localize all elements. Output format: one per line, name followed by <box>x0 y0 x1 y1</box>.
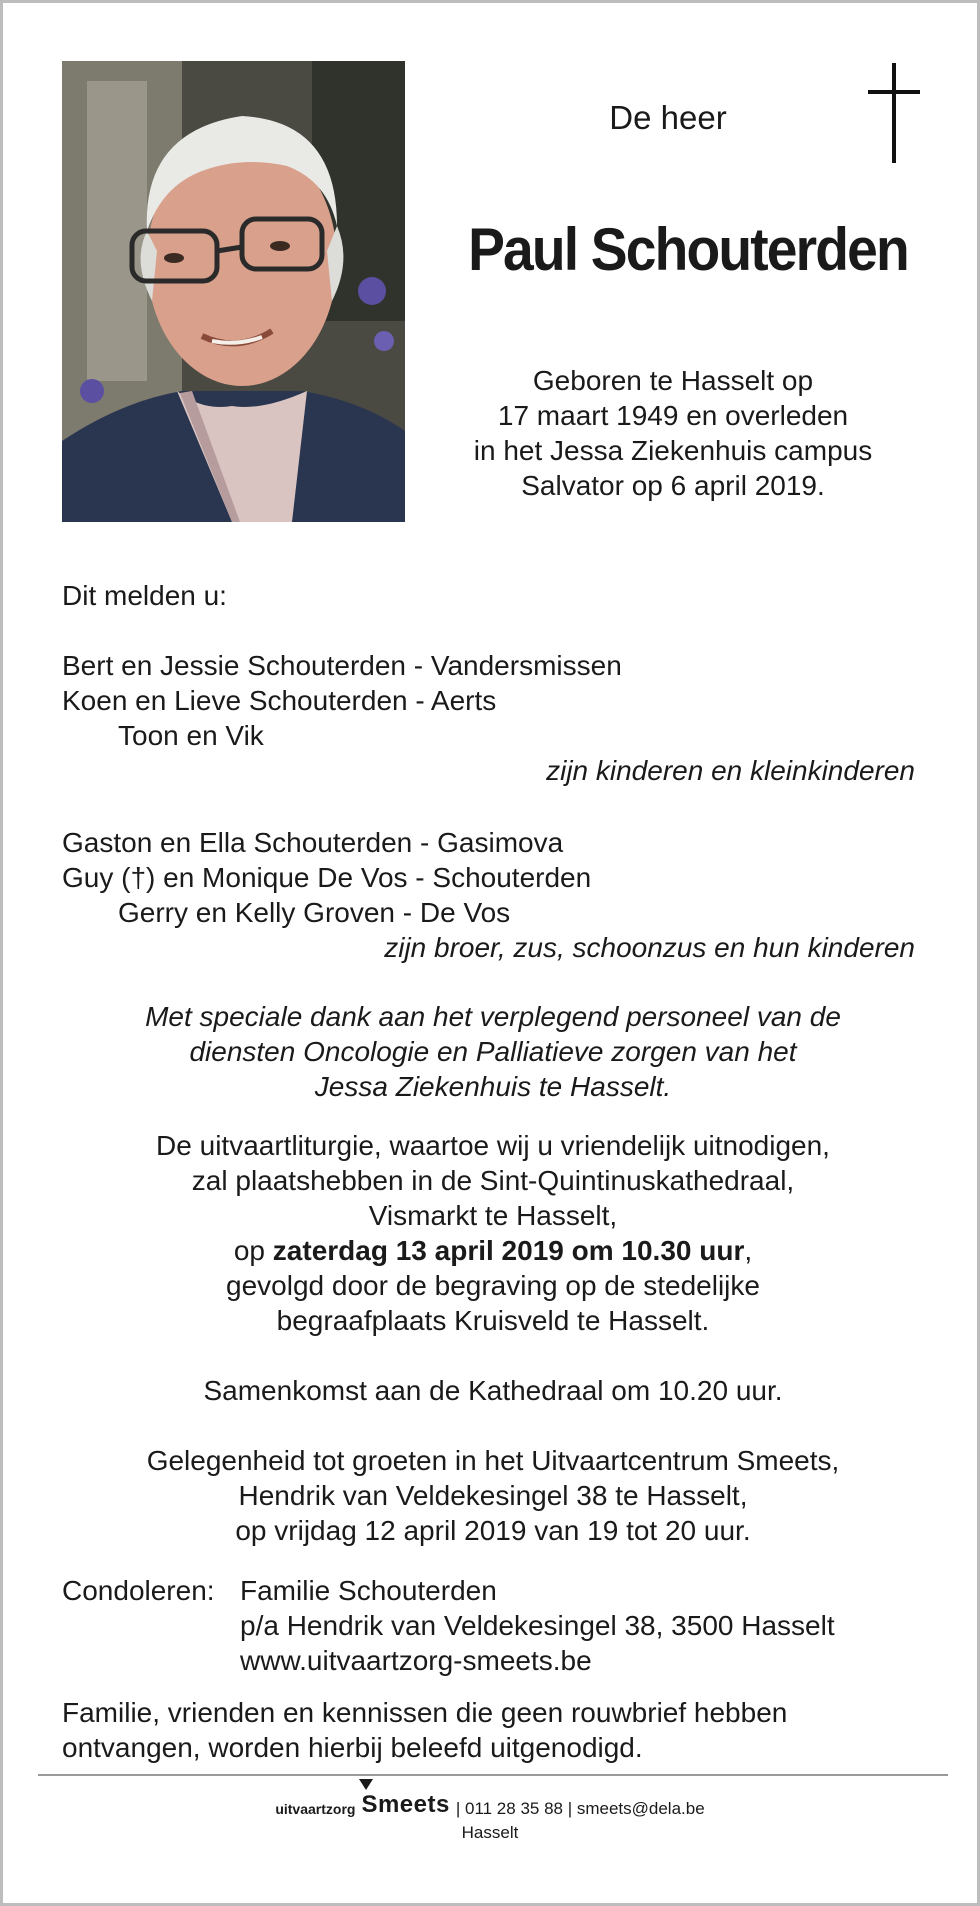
funeral-date-suffix: , <box>744 1235 753 1266</box>
funeral-line: Vismarkt te Hasselt, <box>368 1200 618 1231</box>
condolences-address <box>240 1573 835 1678</box>
intro-text: Dit melden u: <box>62 580 227 611</box>
invite-line: ontvangen, worden hierbij beleefd uitgenodigd. <box>62 1732 643 1763</box>
family-line: Koen en Lieve Schouterden - Aerts <box>62 685 497 716</box>
family-line: Guy (†) en Monique De Vos - Schouterden <box>62 862 592 893</box>
birth-line: 17 maart 1949 en overleden <box>497 400 849 431</box>
brand-small-text: uitvaartzorg <box>275 1801 356 1817</box>
birth-line: Geboren te Hasselt op <box>532 365 814 396</box>
footer-divider <box>38 1774 948 1776</box>
funeral-line: zal plaatshebben in de Sint-Quintinuskathedraal, <box>191 1165 795 1196</box>
visitation-info <box>43 1443 943 1548</box>
invitation-note <box>62 1695 787 1765</box>
thanks-line: Met speciale dank aan het verplegend personeel van de <box>145 1001 841 1032</box>
funeral-line: De uitvaartliturgie, waartoe wij u vriendelijk uitnodigen, <box>156 1130 830 1161</box>
family-line: Bert en Jessie Schouterden - Vandersmissen <box>62 650 622 681</box>
latin-cross-icon <box>865 63 923 163</box>
visit-line: Hendrik van Veldekesingel 38 te Hasselt, <box>238 1480 748 1511</box>
footer-contact-line <box>275 1791 704 1819</box>
portrait-photo <box>62 61 405 522</box>
birth-death-info <box>443 363 903 503</box>
meeting-info: Samenkomst aan de Kathedraal om 10.20 uur. <box>203 1375 783 1406</box>
visit-line: op vrijdag 12 april 2019 van 19 tot 20 uur. <box>235 1515 751 1546</box>
family-role-siblings: zijn broer, zus, schoonzus en hun kinderen <box>384 932 915 963</box>
family-role-children: zijn kinderen en kleinkinderen <box>546 755 915 786</box>
thanks-note <box>43 999 943 1104</box>
brand-name: Smeets <box>361 1791 450 1818</box>
condolences-label: Condoleren: <box>62 1575 215 1606</box>
family-group-siblings <box>62 825 591 930</box>
family-line-indented: Toon en Vik <box>118 720 264 751</box>
brand-logo <box>361 1791 449 1819</box>
birth-line: Salvator op 6 april 2019. <box>521 470 825 501</box>
condolence-line: p/a Hendrik van Veldekesingel 38, 3500 Hasselt <box>240 1610 835 1641</box>
funeral-date-prefix: op <box>233 1235 273 1266</box>
funeral-date: zaterdag 13 april 2019 om 10.30 uur <box>272 1235 745 1266</box>
triangle-down-icon <box>359 1779 373 1790</box>
visit-line: Gelegenheid tot groeten in het Uitvaartcentrum Smeets, <box>146 1445 840 1476</box>
deceased-name: Paul Schouterden <box>468 216 908 283</box>
birth-line: in het Jessa Ziekenhuis campus <box>473 435 873 466</box>
thanks-line: diensten Oncologie en Palliatieve zorgen van het <box>189 1036 797 1067</box>
invite-line: Familie, vrienden en kennissen die geen rouwbrief hebben <box>62 1697 788 1728</box>
funeral-line: begraafplaats Kruisveld te Hasselt. <box>276 1305 710 1336</box>
family-line-indented: Gerry en Kelly Groven - De Vos <box>118 897 511 928</box>
thanks-line: Jessa Ziekenhuis te Hasselt. <box>314 1071 672 1102</box>
funeral-info <box>43 1128 943 1338</box>
funeral-home-footer <box>3 1791 977 1843</box>
family-line: Gaston en Ella Schouterden - Gasimova <box>62 827 564 858</box>
condolence-line: Familie Schouterden <box>240 1575 497 1606</box>
funeral-date-line <box>43 1233 943 1268</box>
funeral-line: gevolgd door de begraving op de stedelijke <box>226 1270 760 1301</box>
title-prefix: De heer <box>609 99 727 136</box>
family-group-children <box>62 648 622 753</box>
footer-city: Hasselt <box>461 1823 519 1842</box>
condolence-website-link[interactable]: www.uitvaartzorg-smeets.be <box>240 1645 592 1676</box>
footer-contact: | 011 28 35 88 | smeets@dela.be <box>455 1799 705 1818</box>
portrait-illustration <box>62 61 405 522</box>
